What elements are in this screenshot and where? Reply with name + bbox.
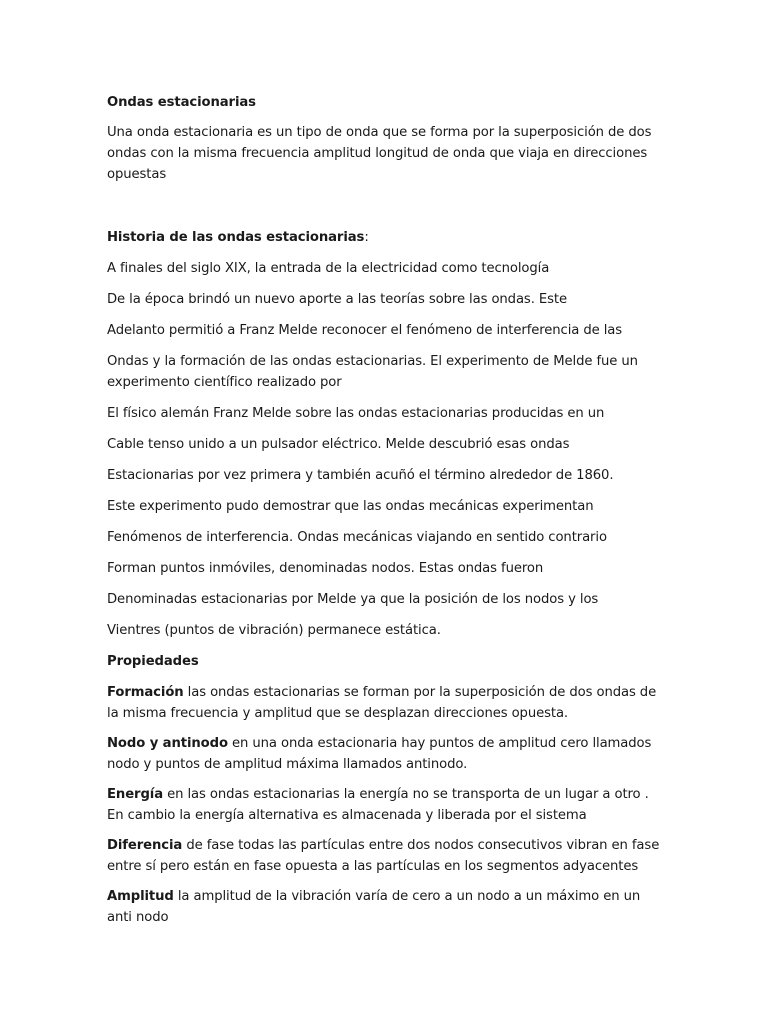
property-term: Amplitud — [107, 889, 174, 904]
history-paragraph: Vientres (puntos de vibración) permanece estática. — [107, 623, 441, 638]
history-paragraph: De la época brindó un nuevo aporte a las teorías sobre las ondas. Este — [107, 292, 567, 307]
history-paragraph: Forman puntos inmóviles, denominadas nodos. Estas ondas fueron — [107, 561, 544, 576]
properties-heading: Propiedades — [107, 654, 199, 669]
property-item — [107, 886, 667, 928]
property-description: las ondas estacionarias se forman por la superposición de dos ondas de la misma frecuencia y amplitud que se desplazan direcciones opuesta. — [107, 685, 657, 721]
property-item — [107, 682, 667, 724]
history-paragraph: Denominadas estacionarias por Melde ya que la posición de los nodos y los — [107, 592, 599, 607]
property-term: Energía — [107, 787, 164, 802]
history-heading-text: Historia de las ondas estacionarias — [107, 230, 365, 245]
history-heading — [107, 227, 667, 248]
history-paragraph: Ondas y la formación de las ondas estacionarias. El experimento de Melde fue un experimento científico realizado por — [107, 354, 638, 390]
history-heading-colon: : — [364, 230, 369, 245]
property-description: de fase todas las partículas entre dos nodos consecutivos vibran en fase entre sí pero están en fase opuesta a las partículas en los segmentos adyacentes — [107, 838, 660, 874]
history-paragraph: Fenómenos de interferencia. Ondas mecánicas viajando en sentido contrario — [107, 530, 607, 545]
property-item — [107, 835, 667, 877]
history-paragraph: El físico alemán Franz Melde sobre las ondas estacionarias producidas en un — [107, 406, 605, 421]
document-title: Ondas estacionarias — [107, 95, 256, 110]
history-paragraph: Este experimento pudo demostrar que las ondas mecánicas experimentan — [107, 499, 594, 514]
property-term: Nodo y antinodo — [107, 736, 228, 751]
history-paragraph: Adelanto permitió a Franz Melde reconocer el fenómeno de interferencia de las — [107, 323, 623, 338]
intro-paragraph: Una onda estacionaria es un tipo de onda que se forma por la superposición de dos ondas con la misma frecuencia amplitud longitud de onda que viaja en direcciones opuestas — [107, 125, 652, 182]
history-paragraph: Estacionarias por vez primera y también acuñó el término alrededor de 1860. — [107, 468, 614, 483]
history-paragraph: Cable tenso unido a un pulsador eléctrico. Melde descubrió esas ondas — [107, 437, 570, 452]
property-description: en las ondas estacionarias la energía no se transporta de un lugar a otro . En cambio la energía alternativa es almacenada y liberada por el sistema — [107, 787, 649, 823]
history-paragraph: A finales del siglo XIX, la entrada de la electricidad como tecnología — [107, 261, 550, 276]
property-description: en una onda estacionaria hay puntos de amplitud cero llamados nodo y puntos de amplitud máxima llamados antinodo. — [107, 736, 652, 772]
property-term: Diferencia — [107, 838, 183, 853]
property-description: la amplitud de la vibración varía de cero a un nodo a un máximo en un anti nodo — [107, 889, 641, 925]
document-body — [107, 92, 667, 928]
property-item — [107, 733, 667, 775]
property-term: Formación — [107, 685, 184, 700]
property-item — [107, 784, 667, 826]
